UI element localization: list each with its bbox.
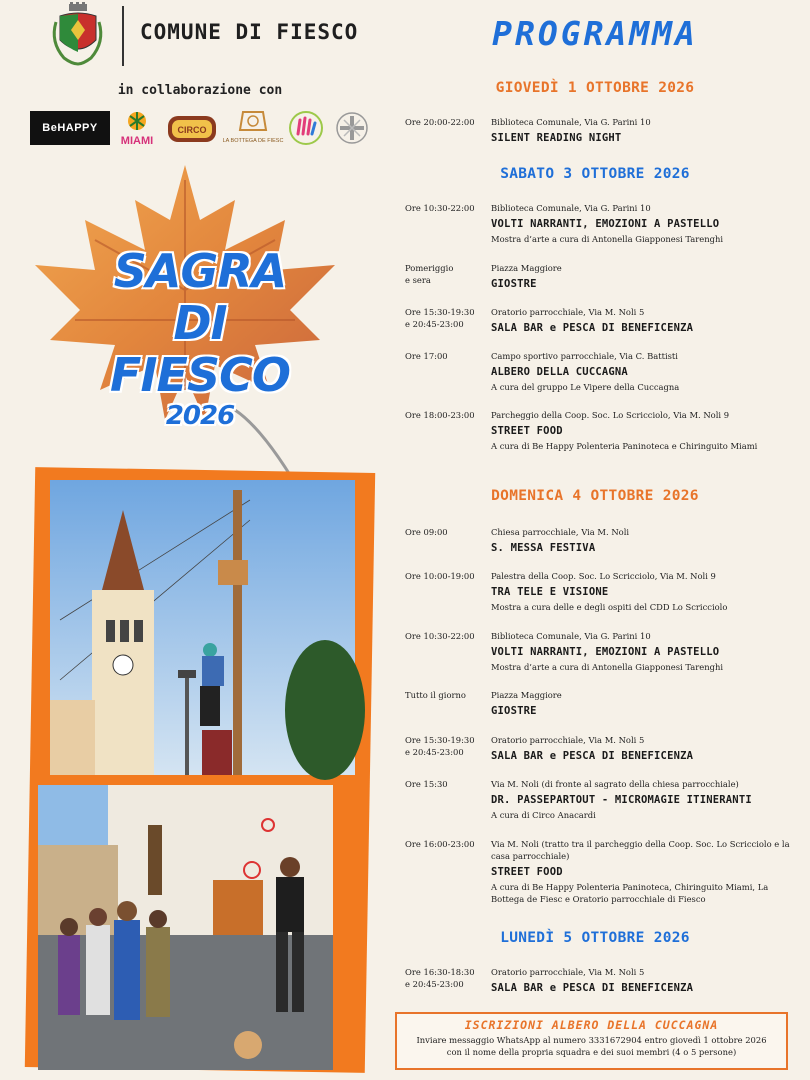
day-heading: SABATO 3 OTTOBRE 2026 [500, 166, 690, 182]
event-location: Biblioteca Comunale, Via G. Parini 10 [491, 631, 651, 641]
event-location: Oratorio parrocchiale, Via M. Noli 5 [491, 307, 645, 317]
registration-title: ISCRIZIONI ALBERO DELLA CUCCAGNA [464, 1018, 719, 1032]
event-location: Palestra della Coop. Soc. Lo Scricciolo, Via M. Noli 9 [491, 571, 716, 581]
event-title: GIOSTRE [491, 705, 537, 717]
event-note: Mostra a cura delle e degli ospiti del CDD Lo Scricciolo [491, 602, 728, 612]
event-time: Ore 16:00-23:00 [405, 839, 475, 849]
festival-title-line2: FIESCO [110, 348, 290, 402]
event-location: Biblioteca Comunale, Via G. Parini 10 [491, 203, 651, 213]
event-title: SILENT READING NIGHT [491, 132, 622, 144]
event-title: SALA BAR e PESCA DI BENEFICENZA [491, 982, 694, 994]
event-time: Ore 10:30-22:00 [405, 631, 475, 641]
event-location: Via M. Noli (di fronte al sagrato della chiesa parrocchiale) [491, 779, 739, 789]
event-time: Ore 10:30-22:00 [405, 203, 475, 213]
event-location: Via M. Noli (tratto tra il parcheggio della Coop. Soc. Lo Scricciolo e la casa parrocchiale) [491, 839, 790, 861]
event-title: SALA BAR e PESCA DI BENEFICENZA [491, 750, 694, 762]
collaboration-label: in collaborazione con [117, 83, 283, 98]
day-heading: LUNEDÌ 5 OTTOBRE 2026 [500, 930, 690, 946]
event-location: Piazza Maggiore [491, 690, 562, 700]
event-time: Ore 18:00-23:00 [405, 410, 475, 420]
event-note: A cura di Circo Anacardi [491, 810, 596, 820]
event-time: Ore 09:00 [405, 527, 448, 537]
event-time: Tutto il giorno [405, 690, 466, 700]
event-location: Oratorio parrocchiale, Via M. Noli 5 [491, 735, 645, 745]
municipal-crest-icon [50, 2, 105, 68]
hands-logo [286, 108, 326, 148]
festival-title-line1: SAGRA DI [113, 244, 287, 350]
header-divider [122, 6, 124, 66]
sponsor-logos [28, 108, 378, 150]
event-location: Parcheggio della Coop. Soc. Lo Scricciolo, Via M. Noli 9 [491, 410, 730, 420]
event-time: Ore 15:30-19:30 e 20:45-23:00 [405, 307, 475, 329]
event-title: S. MESSA FESTIVA [491, 542, 596, 554]
event-title: GIOSTRE [491, 278, 537, 290]
festival-title [85, 245, 315, 431]
event-time: Ore 10:00-19:00 [405, 571, 475, 581]
event-note: A cura di Be Happy Polenteria Paninoteca e Chiringuito Miami [491, 441, 758, 451]
behappy-logo: BeHAPPY [30, 111, 110, 145]
event-time: Ore 16:30-18:30 e 20:45-23:00 [405, 967, 475, 989]
event-title: VOLTI NARRANTI, EMOZIONI A PASTELLO [491, 218, 720, 230]
registration-box [395, 1012, 788, 1070]
municipality-name: COMUNE DI FIESCO [140, 20, 359, 44]
event-location: Chiesa parrocchiale, Via M. Noli [491, 527, 630, 537]
event-note: Mostra d’arte a cura di Antonella Giapponesi Tarenghi [491, 662, 724, 672]
circo-anacardi-logo [166, 108, 218, 148]
event-time: Ore 15:30-19:30 e 20:45-23:00 [405, 735, 475, 757]
svg-text:MIAMI: MIAMI [120, 135, 154, 147]
event-title: SALA BAR e PESCA DI BENEFICENZA [491, 322, 694, 334]
svg-text:CIRCO: CIRCO [177, 125, 207, 135]
event-note: A cura di Be Happy Polenteria Paninoteca, Chiringuito Miami, La Bottega de Fiesc e Oratorio parrocchiale di Fiesco [491, 882, 769, 904]
registration-line1: Inviare messaggio WhatsApp al numero 3331672904 entro giovedì 1 ottobre 2026 [416, 1035, 767, 1045]
event-location: Piazza Maggiore [491, 263, 562, 273]
event-title: STREET FOOD [491, 866, 563, 878]
event-title: STREET FOOD [491, 425, 563, 437]
day-heading: GIOVEDÌ 1 OTTOBRE 2026 [495, 80, 695, 96]
event-time: Ore 17:00 [405, 351, 448, 361]
svg-text:LA BOTTEGA DE FIESC: LA BOTTEGA DE FIESC [222, 138, 284, 144]
cross-logo [333, 108, 371, 148]
event-title: VOLTI NARRANTI, EMOZIONI A PASTELLO [491, 646, 720, 658]
festival-year: 2026 [165, 401, 235, 431]
registration-line2: con il nome della propria squadra e dei suoi membri (4 o 5 persone) [446, 1047, 737, 1057]
miami-logo [118, 108, 156, 148]
event-title: TRA TELE E VISIONE [491, 586, 609, 598]
event-location: Campo sportivo parrocchiale, Via C. Battisti [491, 351, 678, 361]
event-time: Ore 15:30 [405, 779, 448, 789]
photo-greasy-pole [50, 480, 355, 775]
program-heading: PROGRAMMA [492, 14, 698, 53]
event-time: Pomeriggio e sera [405, 263, 454, 285]
event-time: Ore 20:00-22:00 [405, 117, 475, 127]
bottega-logo [222, 108, 284, 148]
event-title: ALBERO DELLA CUCCAGNA [491, 366, 628, 378]
photo-circus-performer [38, 785, 333, 1070]
event-location: Biblioteca Comunale, Via G. Parini 10 [491, 117, 651, 127]
event-title: DR. PASSEPARTOUT - MICROMAGIE ITINERANTI [491, 794, 752, 806]
event-location: Oratorio parrocchiale, Via M. Noli 5 [491, 967, 645, 977]
day-heading: DOMENICA 4 OTTOBRE 2026 [491, 488, 699, 504]
event-note: A cura del gruppo Le Vipere della Cuccagna [491, 382, 680, 392]
event-note: Mostra d’arte a cura di Antonella Giapponesi Tarenghi [491, 234, 724, 244]
